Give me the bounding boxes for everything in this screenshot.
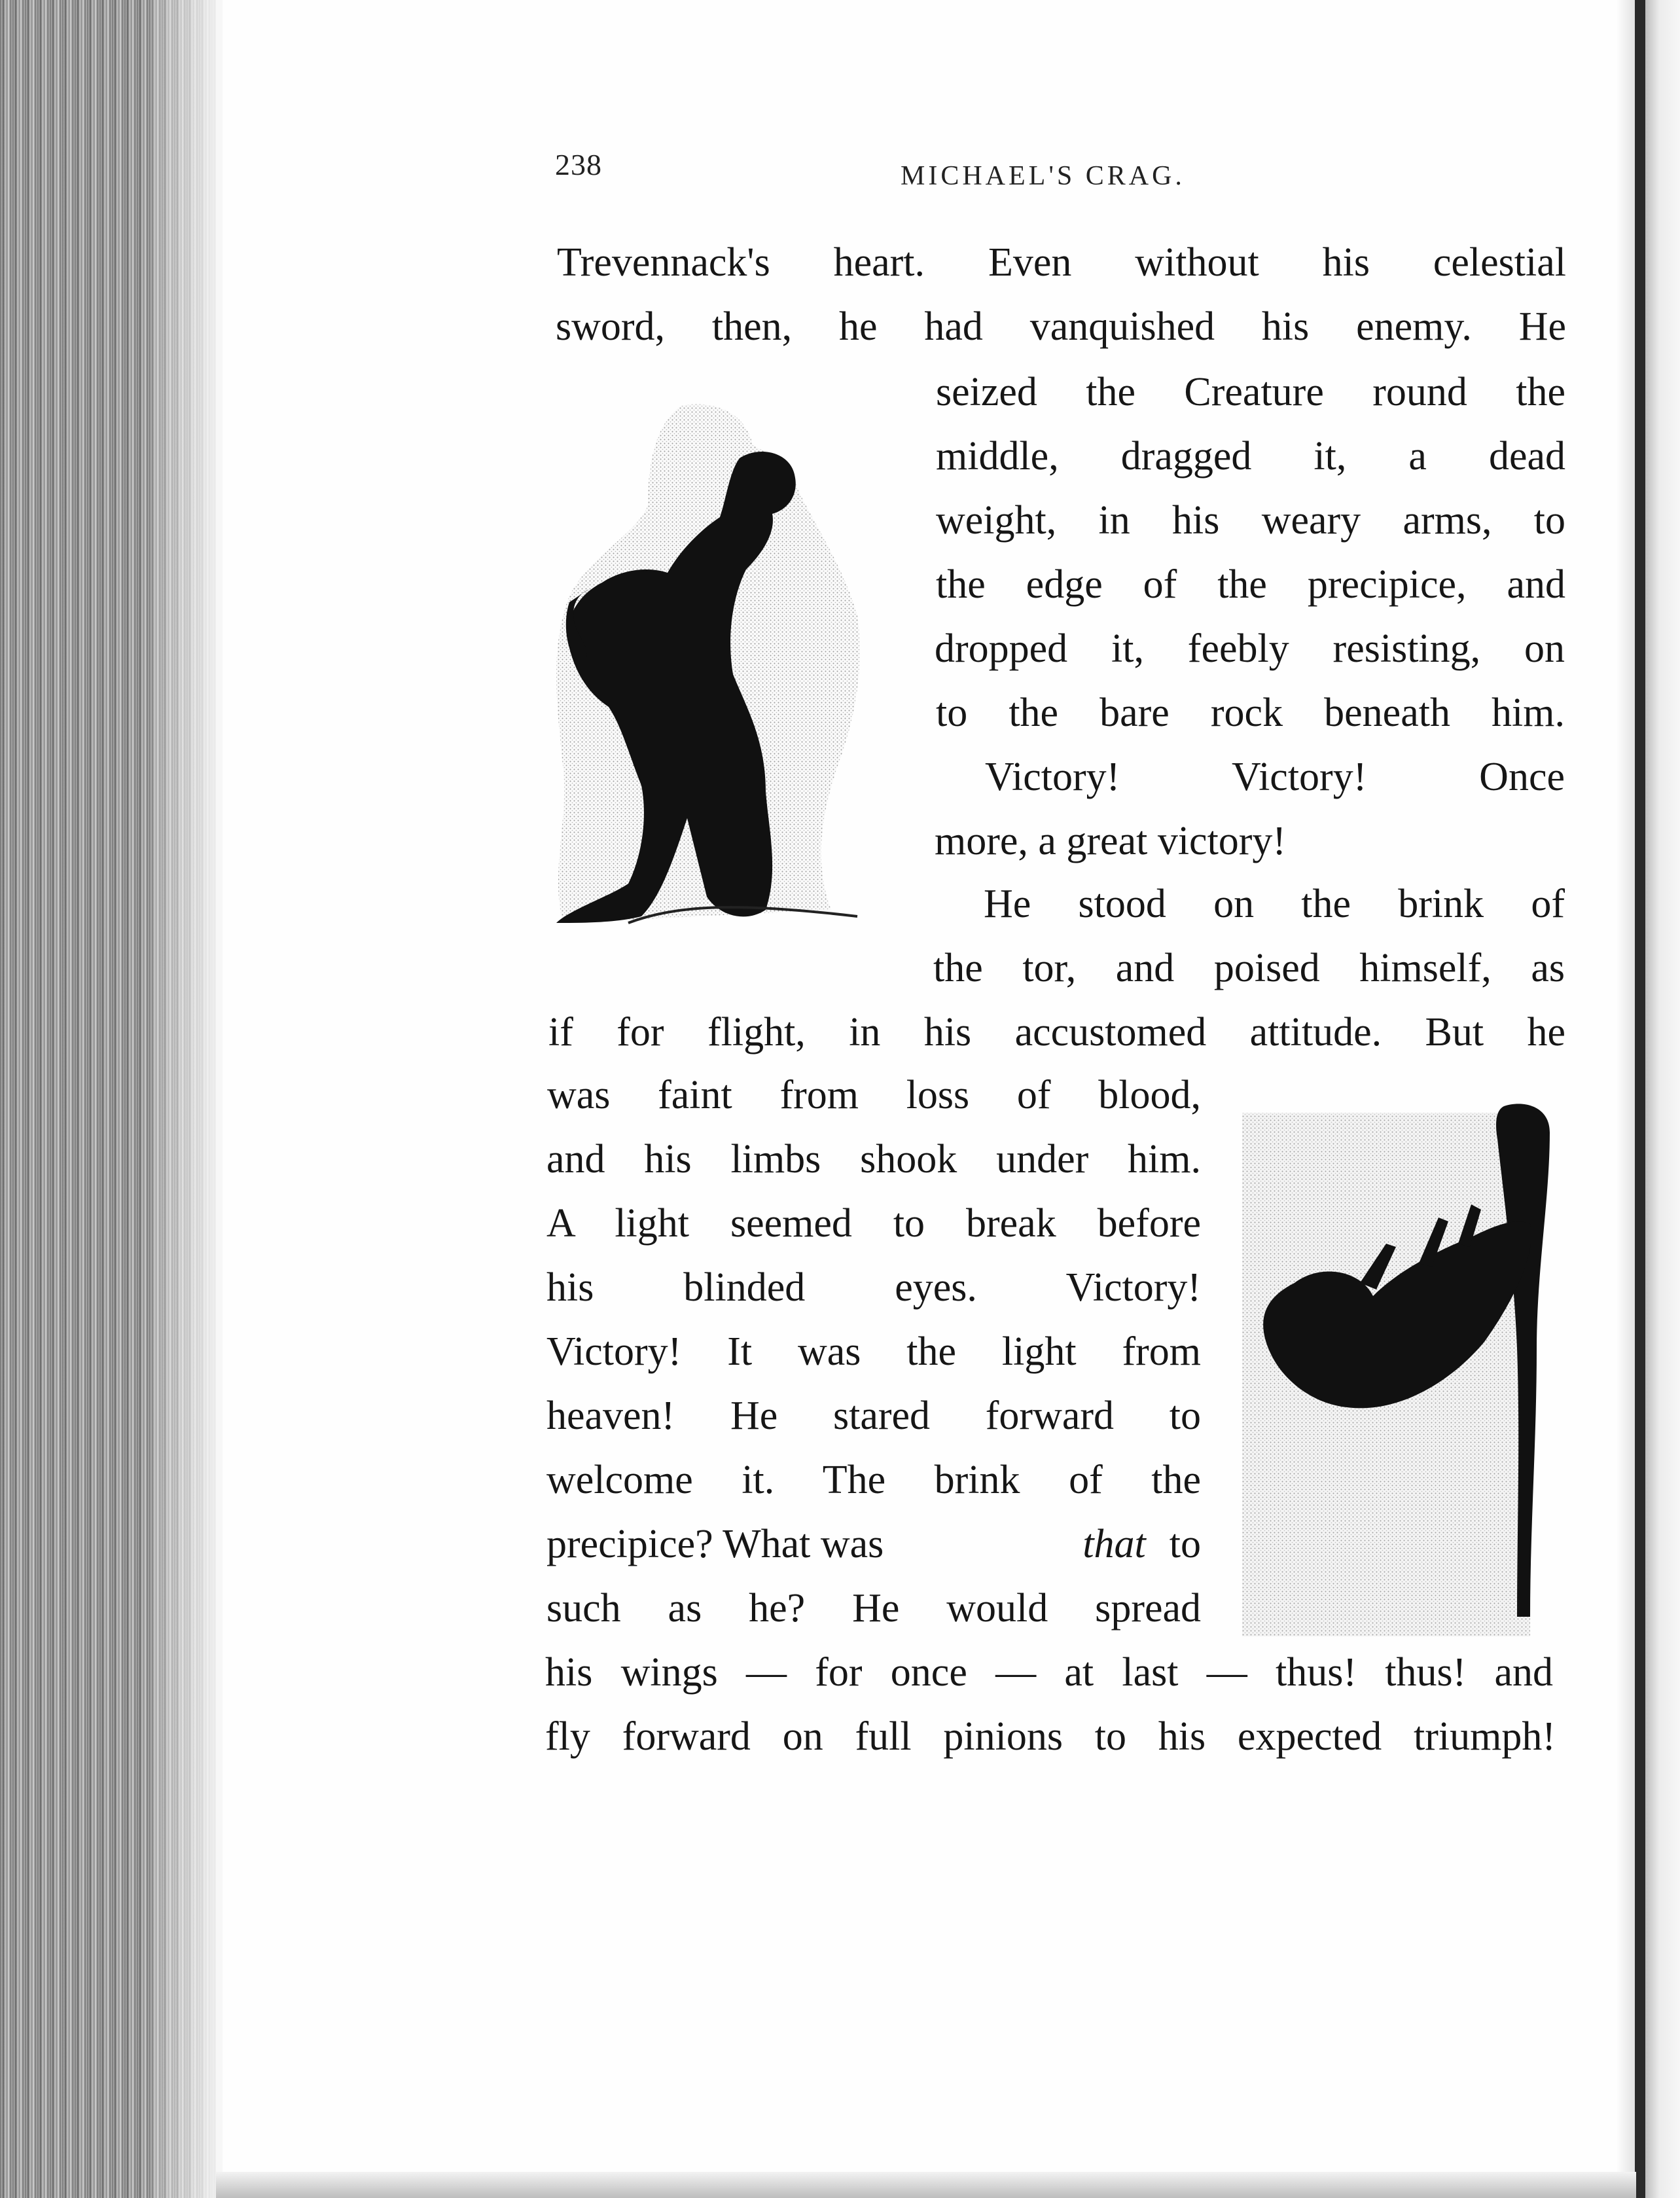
struggle-illustration — [550, 399, 877, 975]
text-line: to the bare rock beneath him. — [936, 691, 1565, 735]
text-line: He stood on the brink of — [984, 882, 1565, 926]
running-head: MICHAEL'S CRAG. — [901, 161, 1185, 191]
text-line: his blinded eyes. Victory! — [546, 1265, 1201, 1310]
text-line-with-italic — [546, 1524, 1201, 1564]
text-line: fly forward on full pinions to his expected triumph! — [545, 1714, 1556, 1759]
text-line: Victory! It was the light from — [546, 1329, 1201, 1374]
text-line: if for flight, in his accustomed attitude. But he — [548, 1010, 1565, 1054]
text-line: dropped it, feebly resisting, on — [935, 626, 1565, 671]
book-cover-edge — [1645, 0, 1680, 2198]
page-stack-shadow — [151, 0, 223, 2198]
text-line: was faint from loss of blood, — [547, 1073, 1201, 1117]
text-line: and his limbs shook under him. — [546, 1137, 1201, 1181]
text-line: sword, then, he had vanquished his enemy. He — [556, 304, 1566, 349]
text-line: Trevennack's heart. Even without his celestial — [557, 240, 1566, 285]
text-line: Victory! Victory! Once — [985, 755, 1565, 799]
text-line: weight, in his weary arms, to — [936, 498, 1565, 543]
text-fragment: to — [1169, 1522, 1201, 1566]
text-fragment-group — [1082, 1524, 1201, 1564]
text-line: the tor, and poised himself, as — [933, 946, 1565, 990]
falling-figure-illustration — [1242, 1100, 1563, 1636]
text-line: his wings — for once — at last — thus! thus! and — [545, 1650, 1553, 1695]
text-line: the edge of the precipice, and — [936, 562, 1565, 607]
text-line: more, a great victory! — [935, 819, 1287, 863]
text-line: A light seemed to break before — [546, 1201, 1201, 1246]
text-line: seized the Creature round the — [936, 370, 1565, 414]
text-line: welcome it. The brink of the — [546, 1458, 1201, 1502]
page-number: 238 — [555, 148, 602, 181]
italic-word: that — [1082, 1522, 1146, 1566]
text-line: heaven! He stared forward to — [546, 1394, 1201, 1438]
text-fragment: precipice? What was — [546, 1522, 884, 1566]
text-line: middle, dragged it, a dead — [936, 434, 1565, 478]
binding-edge — [1635, 0, 1645, 2198]
gutter-shadow — [1617, 0, 1635, 2198]
bottom-page-edge — [216, 2172, 1636, 2198]
text-line: such as he? He would spread — [546, 1586, 1201, 1630]
